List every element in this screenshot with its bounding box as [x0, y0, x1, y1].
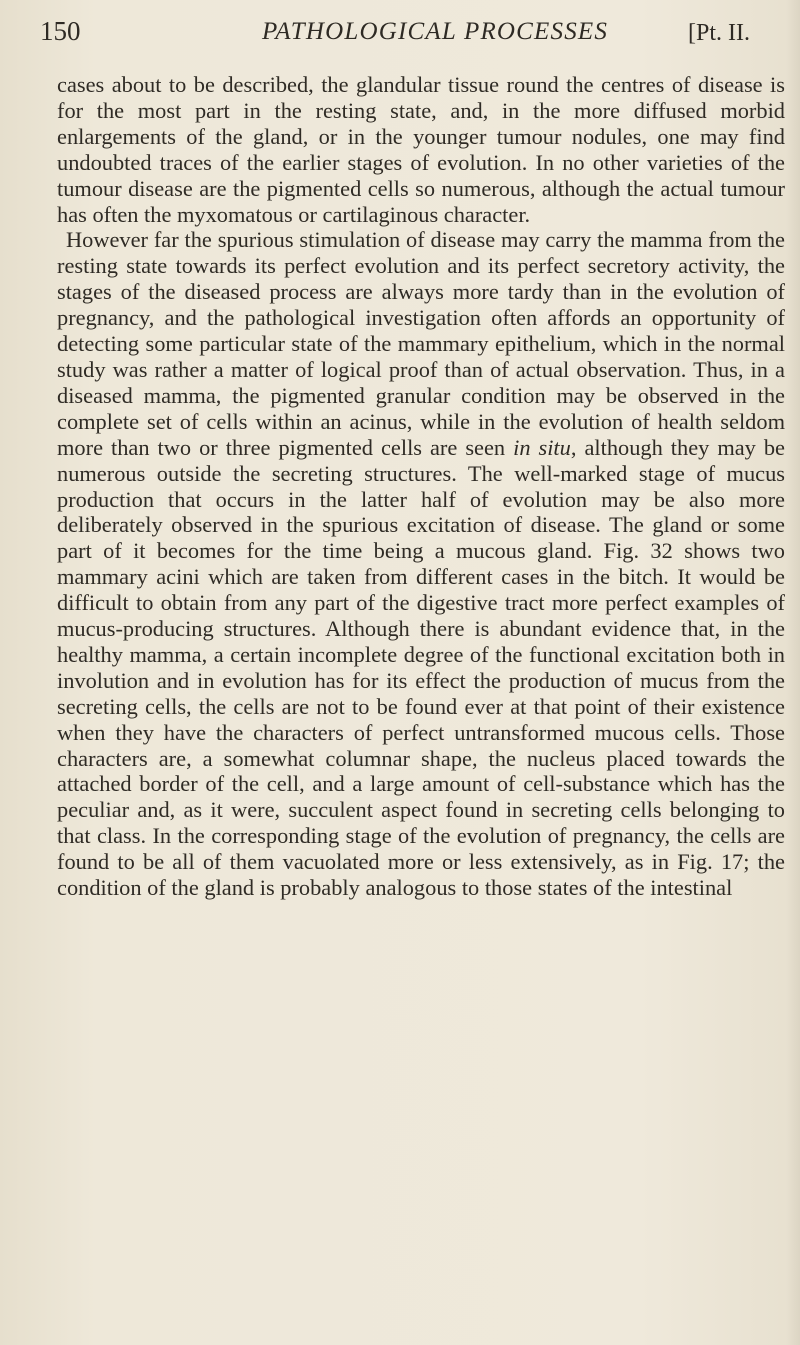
page-header — [40, 16, 800, 62]
italic-phrase: in situ — [513, 434, 571, 460]
body-text — [57, 72, 785, 901]
page-edge-shadow — [786, 0, 800, 1345]
section-label: [Pt. II. — [688, 20, 750, 46]
running-title: PATHOLOGICAL PROCESSES — [262, 18, 609, 45]
page-number: 150 — [40, 16, 81, 46]
paragraph-2: However far the spurious stimulation of disease may carry the mamma from the resting state towards its perfect evolution and its perfect secretory activity, the stages of the diseased process are always more tardy than in the evolution of pregnancy, and the pathological investigation often affords an opportunity of detecting some particular state of the mammary epithelium, which in the normal study was rather a matter of logical proof than of actual observation. Thus, in a diseased mamma, the pigmented granular condition may be observed in the complete set of cells within an acinus, while in the evolution of health seldom more than two or three pigmented cells are seen in situ, although they may be numerous outside the secreting structures. The well-marked stage of mucus production that occurs in the latter half of evolution may be also more deliberately observed in the spurious excitation of disease. The gland or some part of it becomes for the time being a mucous gland. Fig. 32 shows two mammary acini which are taken from different cases in the bitch. It would be difficult to obtain from any part of the digestive tract more perfect examples of mucus-producing structures. Although there is abundant evidence that, in the healthy mamma, a certain incomplete degree of the functional excitation both in involution and in evolution has for its effect the production of mucus from the secreting cells, the cells are not to be found ever at that point of their existence when they have the characters of perfect untransformed mucous cells. Those characters are, a somewhat columnar shape, the nucleus placed towards the attached border of the cell, and a large amount of cell-substance which has the peculiar and, as it were, succulent aspect found in secreting cells belonging to that class. In the corresponding stage of the evolution of pregnancy, the cells are found to be all of them vacuolated more or less extensively, as in Fig. 17; the condition of the gland is probably analogous to those states of the intestinal — [57, 227, 785, 901]
paragraph-1: cases about to be described, the glandular tissue round the centres of disease is for the most part in the resting state, and, in the more diffused morbid enlargements of the gland, or in the younger tumour nodules, one may find undoubted traces of the earlier stages of evolution. In no other varieties of the tumour disease are the pigmented cells so numerous, although the actual tumour has often the myxomatous or cartilaginous character. — [57, 72, 785, 227]
